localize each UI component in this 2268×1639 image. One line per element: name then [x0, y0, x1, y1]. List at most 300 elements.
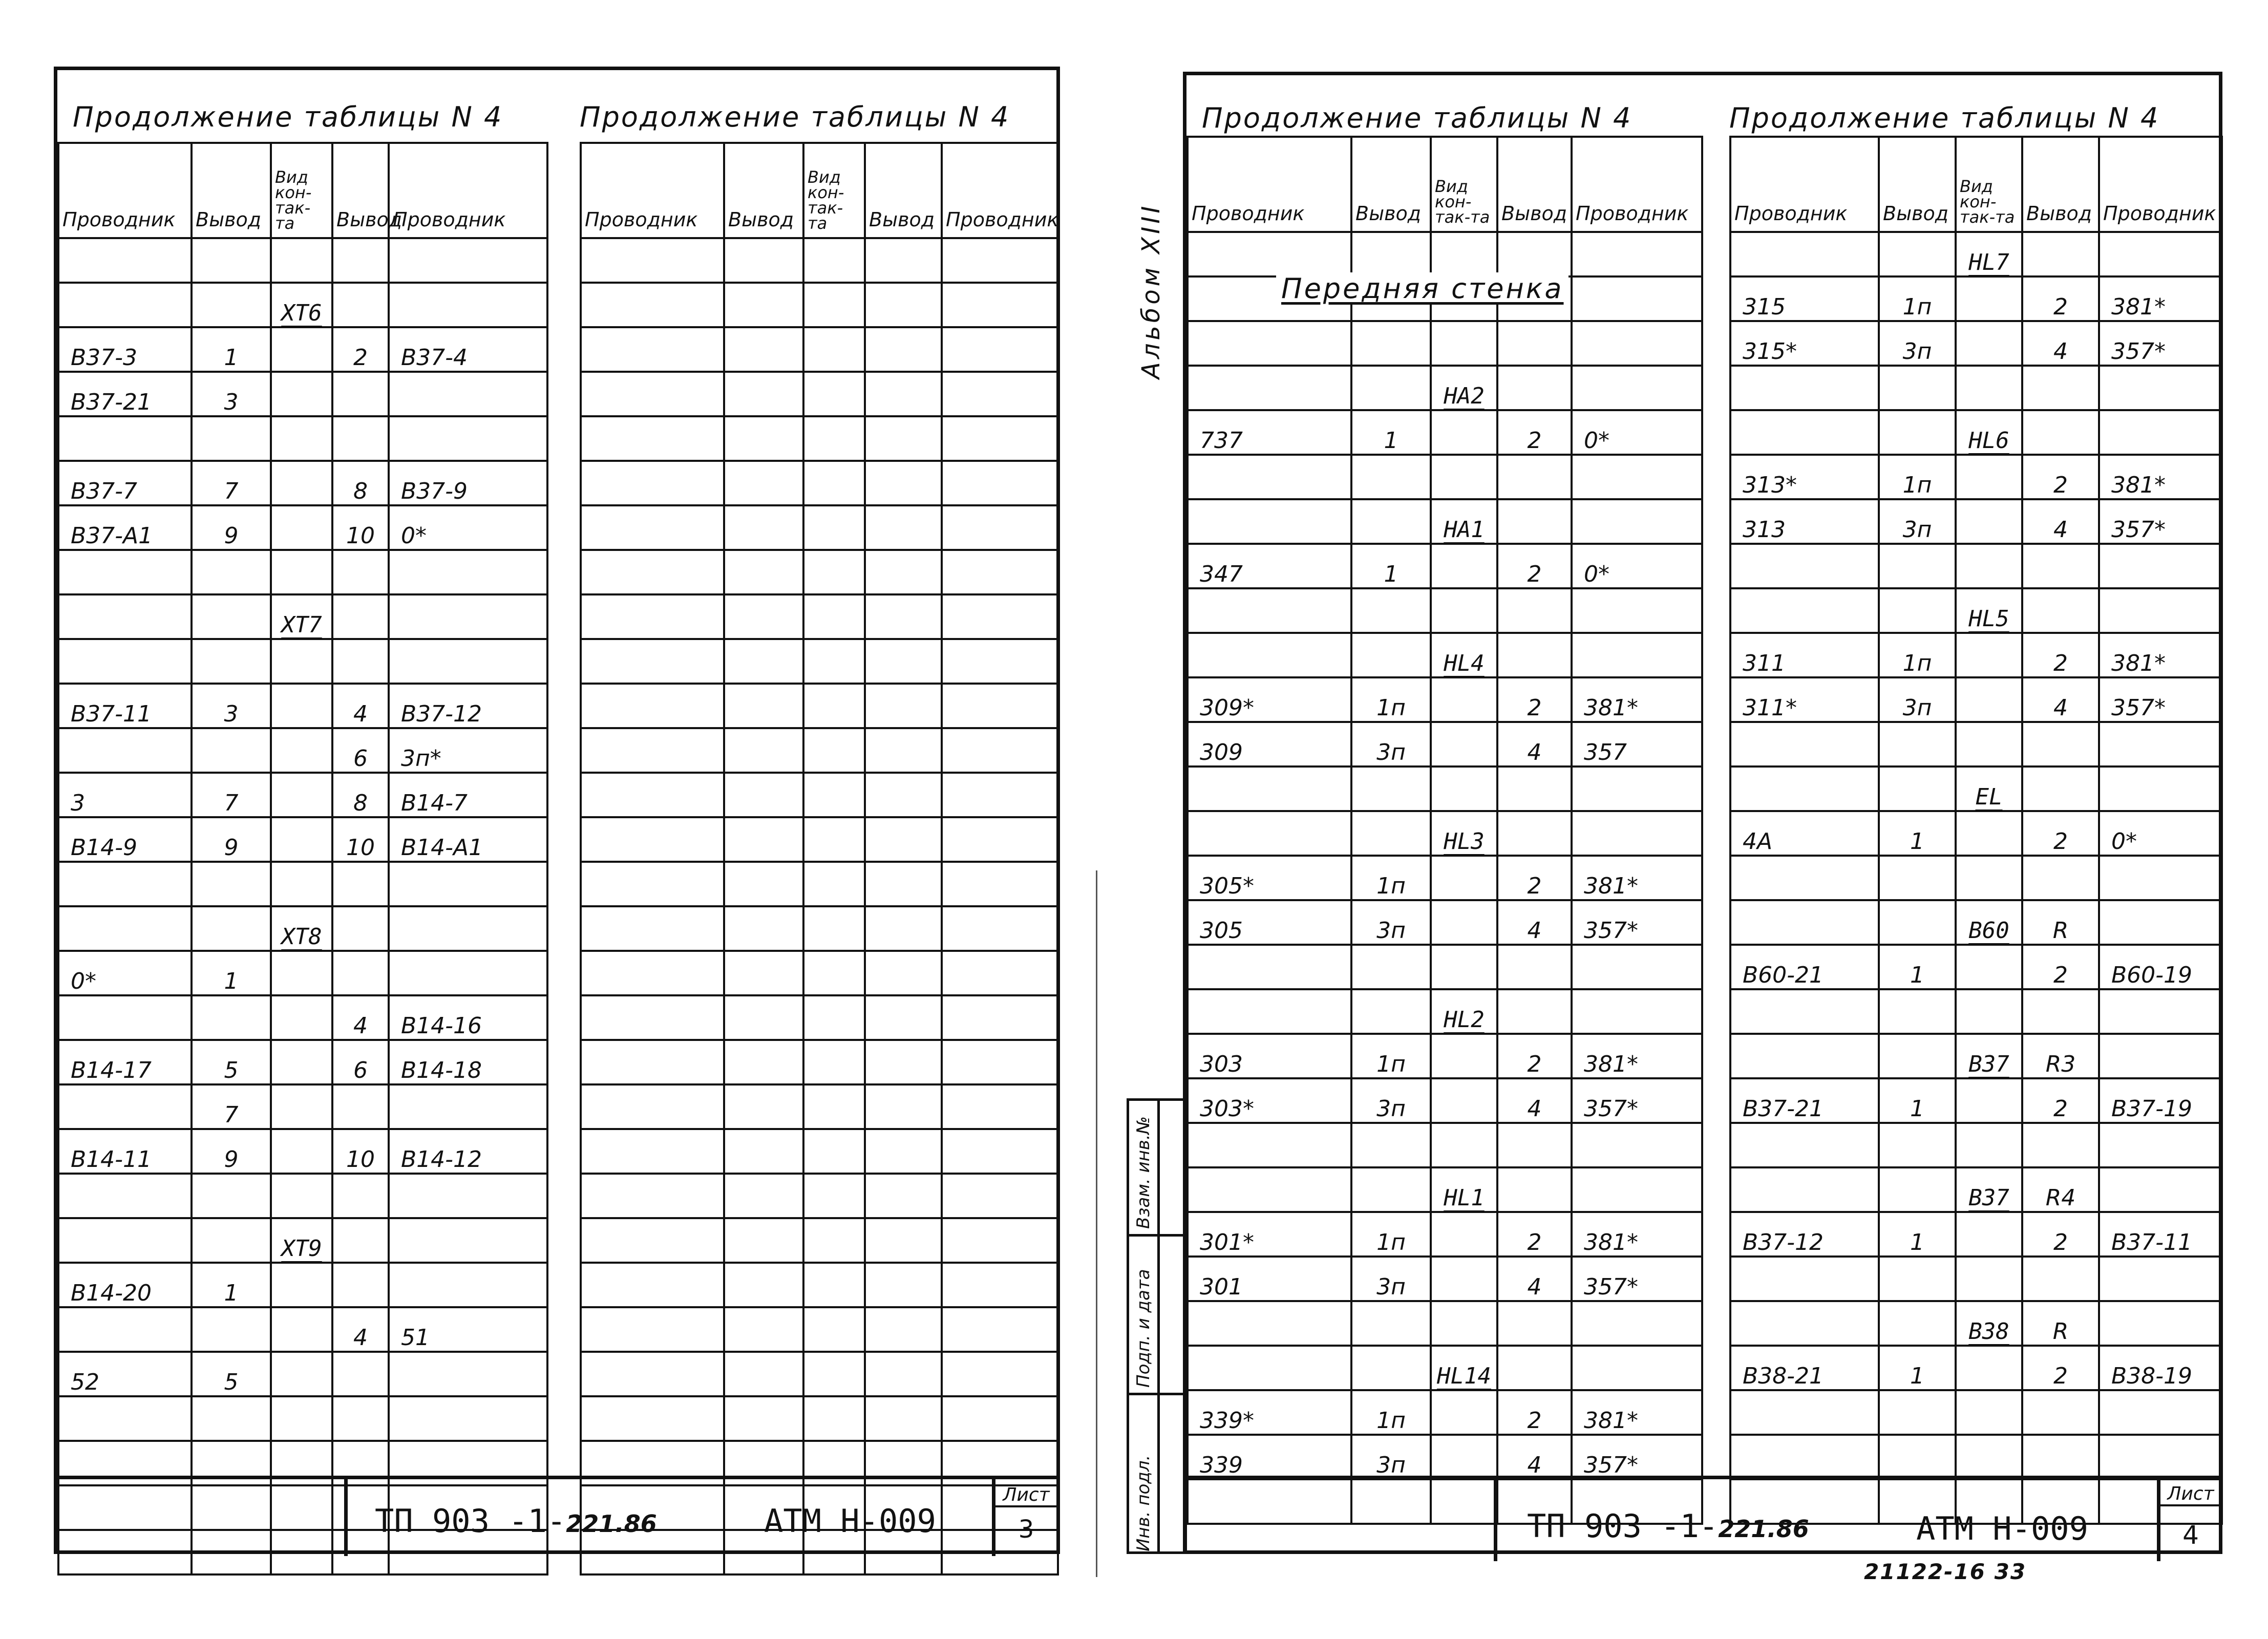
header-row: [58, 143, 547, 238]
table-cell: [803, 327, 865, 372]
table-cell: 4: [2022, 499, 2099, 544]
table-cell: [58, 1218, 192, 1263]
table-row: [1188, 499, 1702, 544]
table-cell: [803, 594, 865, 639]
table-cell: 7: [192, 461, 271, 505]
table-cell: [942, 995, 1058, 1040]
table-cell: [1431, 588, 1497, 633]
table-cell: [58, 1084, 192, 1129]
table-cell: [1879, 588, 1956, 633]
table-cell: [1956, 1078, 2022, 1123]
table-cell: B14-17: [58, 1040, 192, 1084]
table-cell: [332, 416, 389, 461]
table-cell: [389, 1218, 547, 1263]
table-cell: 4: [332, 995, 389, 1040]
table-cell: 1п: [1351, 1212, 1431, 1257]
table-cell: 4: [2022, 677, 2099, 722]
table-cell: [581, 862, 724, 906]
table-cell: [1188, 232, 1351, 276]
column-header: Проводник: [2099, 137, 2222, 232]
table-cell: [389, 1396, 547, 1441]
table-row: [1730, 588, 2222, 633]
table-cell: [803, 1129, 865, 1174]
table-cell: [271, 327, 332, 372]
table-cell: [724, 1352, 803, 1396]
table-cell: [58, 1396, 192, 1441]
table-cell: [1431, 544, 1497, 588]
table-cell: 2: [1497, 856, 1572, 900]
table-cell: [1730, 1390, 1879, 1435]
table-cell: 357*: [1572, 1257, 1702, 1301]
table-cell: [942, 1307, 1058, 1352]
table-row: [1730, 1123, 2222, 1167]
table-cell: 3п: [1351, 1078, 1431, 1123]
table-cell: [581, 773, 724, 817]
table-cell: [581, 1218, 724, 1263]
table-cell: [1730, 722, 1879, 767]
table-cell: [803, 1218, 865, 1263]
table-cell: [942, 817, 1058, 862]
table-cell: [1956, 1257, 2022, 1301]
table-cell: 1: [1879, 1078, 1956, 1123]
table-cell: [271, 684, 332, 728]
table-cell: [192, 906, 271, 951]
table-cell: [942, 951, 1058, 995]
table-row: [581, 372, 1058, 416]
table-cell: [1572, 1301, 1702, 1346]
table-cell: [942, 594, 1058, 639]
table-cell: 9: [192, 817, 271, 862]
table-cell: 4: [2022, 321, 2099, 366]
table-cell: [192, 283, 271, 327]
table-cell: 10: [332, 1129, 389, 1174]
footer-stamp: 21122-16 33: [1864, 1559, 2027, 1584]
table-row: [58, 728, 547, 773]
table-cell: [2099, 900, 2222, 945]
title-block: [1186, 1476, 2221, 1558]
table-cell: [1431, 232, 1497, 276]
table-cell: 381*: [2099, 455, 2222, 499]
table-row: [58, 1218, 547, 1263]
doc-code-main: ТП 903 -1-: [375, 1502, 566, 1540]
table-cell: [1188, 633, 1351, 677]
table-cell: 1п: [1879, 276, 1956, 321]
table-cell: [2099, 544, 2222, 588]
table-row: [1730, 1078, 2222, 1123]
table-cell: [803, 1040, 865, 1084]
table-cell: [581, 1352, 724, 1396]
table-cell: [803, 1263, 865, 1307]
table-cell: [271, 995, 332, 1040]
table-cell: 301: [1188, 1257, 1351, 1301]
table-cell: [1956, 1346, 2022, 1390]
table-cell: [1431, 767, 1497, 811]
table-cell: [271, 1174, 332, 1218]
table-cell: [942, 283, 1058, 327]
table-row: [581, 1352, 1058, 1396]
table-cell: [58, 639, 192, 684]
table-cell: [803, 461, 865, 505]
table-cell: 8: [332, 773, 389, 817]
table-cell: [271, 1129, 332, 1174]
connector-label: HL6: [1956, 410, 2022, 455]
table-cell: [1497, 767, 1572, 811]
side-label-sign-date: Подп. и дата: [1133, 1269, 1154, 1388]
table-cell: [192, 1174, 271, 1218]
table-cell: [1431, 455, 1497, 499]
table-row: [1188, 1301, 1702, 1346]
table-cell: B38-21: [1730, 1346, 1879, 1390]
table-cell: [271, 773, 332, 817]
table-cell: [1572, 276, 1702, 321]
table-row: [58, 1307, 547, 1352]
table-cell: [1730, 767, 1879, 811]
table-cell: 1: [1879, 1212, 1956, 1257]
table-cell: [1431, 1123, 1497, 1167]
table-cell: 3п: [1879, 499, 1956, 544]
table-cell: 2: [332, 327, 389, 372]
table-cell: [942, 238, 1058, 283]
doc-code-main: ТП 903 -1-: [1527, 1507, 1719, 1545]
table-cell: B37-4: [389, 327, 547, 372]
column-header: Вывод: [1879, 137, 1956, 232]
table-row: [581, 1084, 1058, 1129]
table-cell: [58, 283, 192, 327]
table-row: [581, 550, 1058, 594]
table-cell: [581, 1307, 724, 1352]
table-cell: [2022, 588, 2099, 633]
table-cell: R4: [2022, 1167, 2099, 1212]
table-row: [1730, 1390, 2222, 1435]
table-row: [581, 639, 1058, 684]
table-cell: 357*: [2099, 321, 2222, 366]
table-cell: [865, 906, 942, 951]
table-cell: 4A: [1730, 811, 1879, 856]
table-cell: 3п: [1351, 722, 1431, 767]
table-cell: 2: [1497, 1212, 1572, 1257]
table-cell: [1431, 856, 1497, 900]
table-cell: 381*: [2099, 633, 2222, 677]
header-row: [1730, 137, 2222, 232]
table-cell: [865, 1040, 942, 1084]
connector-label: XT9: [271, 1218, 332, 1263]
table-row: [581, 505, 1058, 550]
header-row: [1188, 137, 1702, 232]
table-cell: [581, 327, 724, 372]
table-cell: [2099, 410, 2222, 455]
table-cell: [803, 862, 865, 906]
table-row: [1188, 1167, 1702, 1212]
column-header: Вывод: [192, 143, 271, 238]
table-cell: [389, 951, 547, 995]
table-cell: [803, 550, 865, 594]
table-cell: [1188, 455, 1351, 499]
table-cell: [1572, 767, 1702, 811]
table-row: [58, 550, 547, 594]
table-cell: [192, 862, 271, 906]
table-cell: [942, 416, 1058, 461]
table-cell: 315: [1730, 276, 1879, 321]
table-row: [581, 1263, 1058, 1307]
table-cell: 315*: [1730, 321, 1879, 366]
table-cell: [1572, 1346, 1702, 1390]
table-row: [581, 862, 1058, 906]
table-cell: B37-21: [1730, 1078, 1879, 1123]
table-cell: [271, 1084, 332, 1129]
table-cell: [865, 1218, 942, 1263]
sheet-number: 4: [2182, 1520, 2199, 1550]
table-cell: [332, 283, 389, 327]
table-row: [58, 594, 547, 639]
table-cell: [942, 550, 1058, 594]
table-cell: [1431, 1034, 1497, 1078]
table-cell: [1730, 856, 1879, 900]
table-row: [1730, 1257, 2222, 1301]
table-cell: B14-A1: [389, 817, 547, 862]
table-cell: [1730, 1435, 1879, 1479]
table-row: [1188, 1346, 1702, 1390]
connector-label: HA2: [1431, 366, 1497, 410]
table-cell: B37-19: [2099, 1078, 2222, 1123]
table-cell: 2: [2022, 276, 2099, 321]
column-header: [1431, 137, 1497, 232]
table-row: [58, 461, 547, 505]
table-cell: [1431, 1301, 1497, 1346]
table-cell: [1730, 366, 1879, 410]
table-cell: [1497, 1123, 1572, 1167]
column-header: Вывод: [1497, 137, 1572, 232]
table-cell: [58, 862, 192, 906]
table-cell: 3п: [1879, 321, 1956, 366]
table-cell: [1879, 1034, 1956, 1078]
table-row: [1188, 366, 1702, 410]
table-cell: 1: [192, 951, 271, 995]
table-cell: [581, 550, 724, 594]
table-cell: [2022, 1123, 2099, 1167]
table-row: [1188, 989, 1702, 1034]
column-header-label: Вид кон-так-та: [275, 167, 312, 233]
connector-label: HL7: [1956, 232, 2022, 276]
table-cell: [803, 728, 865, 773]
table-cell: [1497, 232, 1572, 276]
table-cell: [2099, 1301, 2222, 1346]
column-header: Вывод: [2022, 137, 2099, 232]
connection-table-left: [57, 142, 548, 1576]
sheet-3: [54, 67, 1060, 1554]
table-row: [58, 1263, 547, 1307]
table-row: [581, 684, 1058, 728]
table-row: [1188, 722, 1702, 767]
table-cell: [58, 906, 192, 951]
table-cell: [58, 238, 192, 283]
table-cell: [865, 1129, 942, 1174]
table-cell: [1351, 767, 1431, 811]
table-cell: [803, 1396, 865, 1441]
table-row: [58, 505, 547, 550]
table-row: [1730, 900, 2222, 945]
table-cell: 1: [192, 327, 271, 372]
table-cell: B37-12: [1730, 1212, 1879, 1257]
doc-code-year: 221.86: [1718, 1515, 1809, 1543]
table-cell: [865, 1084, 942, 1129]
table-row: [58, 1396, 547, 1441]
table-row: [1188, 1257, 1702, 1301]
table-row: [581, 1218, 1058, 1263]
table-cell: [865, 684, 942, 728]
table-cell: [1572, 455, 1702, 499]
table-cell: B37-9: [389, 461, 547, 505]
table-row: [1188, 1123, 1702, 1167]
table-cell: [581, 684, 724, 728]
table-cell: [724, 1396, 803, 1441]
table-cell: [865, 817, 942, 862]
table-cell: [1956, 811, 2022, 856]
table-cell: [332, 238, 389, 283]
table-cell: [865, 461, 942, 505]
table-row: [1188, 321, 1702, 366]
column-header: Проводник: [389, 143, 547, 238]
table-row: [1730, 410, 2222, 455]
table-cell: [1497, 455, 1572, 499]
connector-label: HL3: [1431, 811, 1497, 856]
table-cell: [942, 1396, 1058, 1441]
connector-label: HL1: [1431, 1167, 1497, 1212]
table-cell: [2022, 989, 2099, 1034]
table-cell: 309: [1188, 722, 1351, 767]
table-cell: B37-A1: [58, 505, 192, 550]
table-cell: 4: [1497, 900, 1572, 945]
table-row: [1188, 410, 1702, 455]
table-cell: B14-20: [58, 1263, 192, 1307]
table-cell: [1879, 1435, 1956, 1479]
table-cell: [1431, 677, 1497, 722]
table-cell: 52: [58, 1352, 192, 1396]
table-cell: [2099, 1435, 2222, 1479]
table-cell: B38-19: [2099, 1346, 2222, 1390]
table-header-left: Продолжение таблицы N 4: [1202, 102, 1633, 134]
table-cell: [724, 416, 803, 461]
table-cell: [581, 728, 724, 773]
table-cell: [942, 1174, 1058, 1218]
table-cell: 5: [192, 1040, 271, 1084]
table-cell: [389, 238, 547, 283]
table-cell: [1497, 1301, 1572, 1346]
table-cell: [803, 505, 865, 550]
table-cell: 1: [1879, 945, 1956, 989]
table-cell: [389, 1174, 547, 1218]
column-header-label: Вид кон-так-та: [1960, 177, 2015, 227]
table-row: [1730, 989, 2222, 1034]
table-cell: [58, 1307, 192, 1352]
table-cell: [1956, 366, 2022, 410]
table-cell: 357*: [2099, 677, 2222, 722]
table-cell: [724, 773, 803, 817]
table-cell: 2: [2022, 1212, 2099, 1257]
table-cell: [1572, 989, 1702, 1034]
table-cell: [271, 372, 332, 416]
table-cell: [865, 1307, 942, 1352]
table-cell: [803, 1307, 865, 1352]
table-row: [581, 461, 1058, 505]
table-row: [581, 906, 1058, 951]
table-cell: [1879, 410, 1956, 455]
connection-table-right: [1729, 136, 2223, 1525]
table-row: [58, 639, 547, 684]
side-stamp-column: [1127, 1098, 1187, 1554]
table-cell: [1956, 677, 2022, 722]
table-row: [1730, 455, 2222, 499]
table-row: [1188, 1034, 1702, 1078]
table-cell: [1188, 588, 1351, 633]
doc-code: [1527, 1507, 1809, 1545]
table-cell: [803, 817, 865, 862]
table-row: [1730, 366, 2222, 410]
table-cell: [942, 773, 1058, 817]
column-header-label: Вид кон-так-та: [1435, 177, 1490, 227]
table-cell: [1879, 900, 1956, 945]
doc-number: АТМ Н-009: [764, 1502, 936, 1540]
column-header: Вывод: [865, 143, 942, 238]
table-cell: [1497, 811, 1572, 856]
table-cell: [1879, 232, 1956, 276]
table-cell: 1: [1879, 811, 1956, 856]
table-row: [581, 1129, 1058, 1174]
table-cell: [1351, 811, 1431, 856]
table-cell: [1431, 410, 1497, 455]
table-cell: [581, 906, 724, 951]
table-cell: 357*: [1572, 1078, 1702, 1123]
table-cell: [192, 728, 271, 773]
column-header: Проводник: [581, 143, 724, 238]
table-cell: 3п: [1351, 900, 1431, 945]
table-cell: 2: [2022, 811, 2099, 856]
table-cell: [1572, 321, 1702, 366]
table-cell: [58, 995, 192, 1040]
table-row: [58, 684, 547, 728]
table-cell: 6: [332, 728, 389, 773]
table-cell: [332, 1263, 389, 1307]
table-cell: [389, 1084, 547, 1129]
table-cell: 0*: [1572, 544, 1702, 588]
column-header: [271, 143, 332, 238]
table-cell: [389, 862, 547, 906]
table-cell: [581, 995, 724, 1040]
table-cell: [1879, 856, 1956, 900]
table-cell: [1956, 945, 2022, 989]
table-cell: 6: [332, 1040, 389, 1084]
table-cell: [942, 906, 1058, 951]
table-cell: [1351, 945, 1431, 989]
table-row: [58, 773, 547, 817]
table-cell: [1879, 1123, 1956, 1167]
table-cell: [2099, 722, 2222, 767]
table-cell: [2099, 232, 2222, 276]
table-cell: [581, 372, 724, 416]
table-cell: [581, 1396, 724, 1441]
table-cell: [1730, 588, 1879, 633]
table-cell: [2022, 232, 2099, 276]
table-cell: 3п: [1351, 1435, 1431, 1479]
table-cell: [1956, 722, 2022, 767]
table-cell: [1351, 366, 1431, 410]
table-cell: [192, 594, 271, 639]
table-cell: 1: [1879, 1346, 1956, 1390]
column-header: Проводник: [1572, 137, 1702, 232]
connector-label: XT7: [271, 594, 332, 639]
table-row: [1188, 856, 1702, 900]
table-cell: [271, 1352, 332, 1396]
table-cell: [1497, 1167, 1572, 1212]
